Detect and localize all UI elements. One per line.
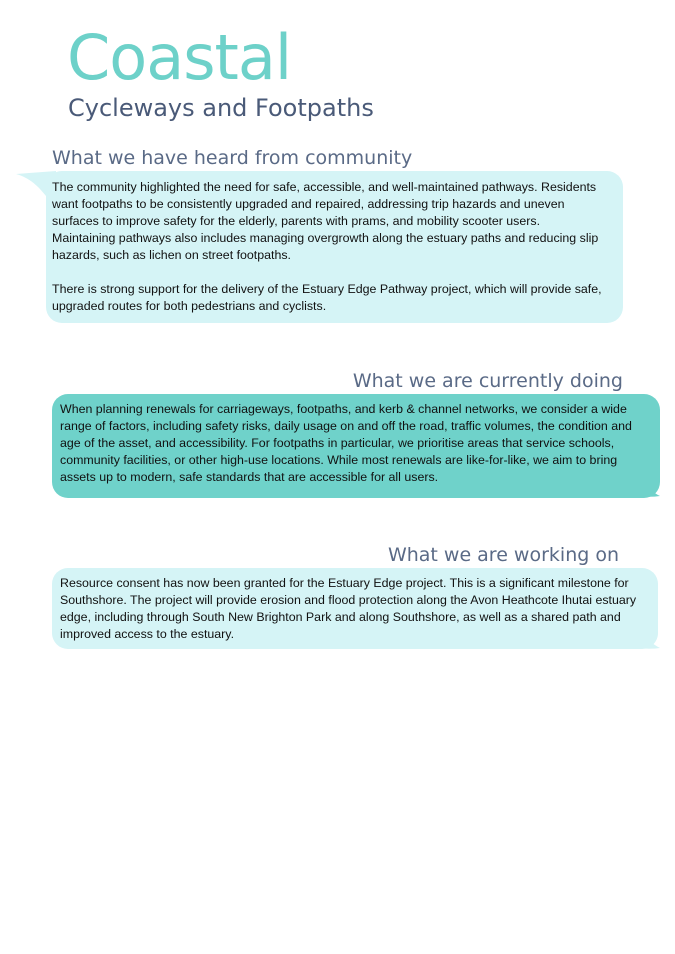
page-title: Coastal — [67, 21, 292, 94]
community-feedback-bubble — [46, 171, 623, 323]
current-work-bubble — [52, 394, 660, 498]
working-on-bubble — [52, 568, 658, 649]
section-heading-community: What we have heard from community — [52, 147, 413, 169]
working-on-paragraph: Resource consent has now been granted for the Estuary Edge project. This is a significant milestone for Southshore. The project will provide erosion and flood protection along the Avon Heathcote Ihutai estuary edge, including through South New Brighton Park and along Southshore, as well as a shared path and improved access to the estuary. — [60, 576, 637, 641]
section-heading-working-on: What we are working on — [387, 544, 619, 566]
current-work-paragraph: When planning renewals for carriageways, footpaths, and kerb & channel networks, we consider a wide range of factors, including safety risks, daily usage on and off the road, traffic volumes, the condition and age of the asset, and accessibility. For footpaths in particular, we prioritise areas that service schools, community facilities, or other high-use locations. While most renewals are like-for-like, we aim to bring assets up to modern, safe standards that are accessible for all users. — [60, 402, 632, 484]
page-subtitle: Cycleways and Footpaths — [68, 94, 374, 122]
community-paragraph-2: There is strong support for the delivery of the Estuary Edge Pathway project, which will provide safe, upgraded routes for both pedestrians and cyclists. — [52, 282, 602, 313]
section-heading-current-work: What we are currently doing — [352, 370, 623, 392]
community-paragraph-1: The community highlighted the need for safe, accessible, and well-maintained pathways. Residents want footpaths to be consistently upgraded and repaired, addressing trip hazards and uneven surfaces to improve safety for the elderly, parents with prams, and mobility scooter users. Maintaining pathways also includes managing overgrowth along the estuary paths and reducing slip hazards, such as lichen on street footpaths. — [52, 180, 599, 262]
